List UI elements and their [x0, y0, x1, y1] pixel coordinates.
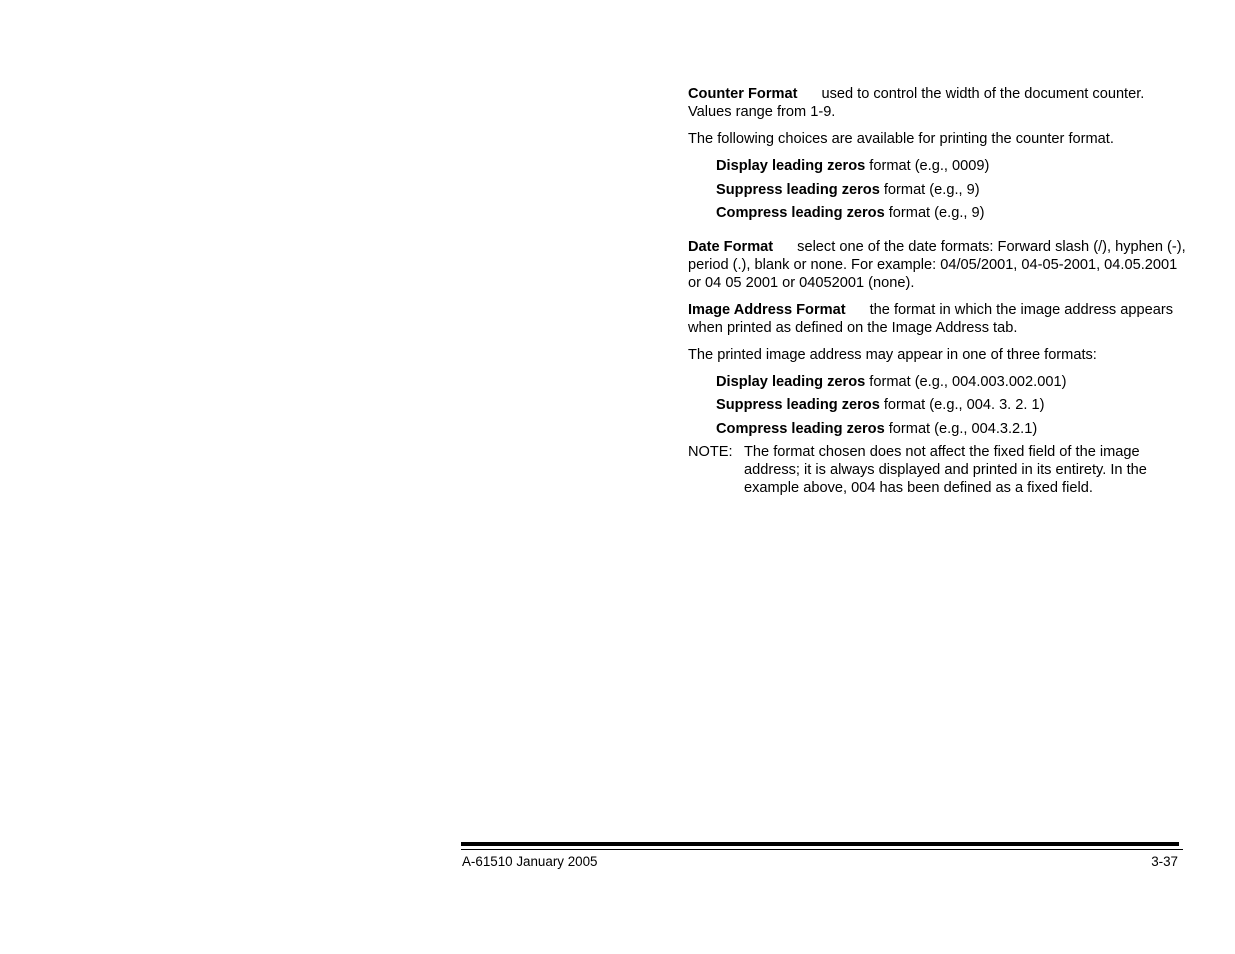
footer-rule-thick — [461, 842, 1179, 846]
note-text: The format chosen does not affect the fixed field of the image address; it is always displayed and printed in its entirety. In the example above, 004 has been defined as a fixed field. — [744, 444, 1147, 496]
image-address-intro: The printed image address may appear in one of three formats: — [688, 346, 1097, 363]
footer-document-id: A-61510 January 2005 — [462, 854, 598, 869]
counter-format-paragraph — [688, 85, 1188, 121]
footer-rule-thin — [461, 849, 1183, 850]
counter-format-term: Counter Format — [688, 86, 798, 102]
address-option-suppress: Suppress leading zeros format (e.g., 004. 3. 2. 1) — [716, 397, 1045, 413]
image-address-options — [716, 373, 1188, 444]
image-address-format-term: Image Address Format — [688, 301, 846, 318]
counter-option-display: Display leading zeros format (e.g., 0009) — [716, 158, 990, 174]
counter-format-intro: The following choices are available for printing the counter format. — [688, 131, 1114, 147]
counter-option-compress: Compress leading zeros format (e.g., 9) — [716, 205, 985, 221]
address-option-display: Display leading zeros format (e.g., 004.003.002.001) — [716, 373, 1067, 390]
image-address-format-paragraph — [688, 301, 1188, 337]
date-format-term: Date Format — [688, 238, 774, 255]
note-block — [688, 443, 1188, 497]
document-body — [688, 85, 1188, 497]
address-option-compress: Compress leading zeros format (e.g., 004.3.2.1) — [716, 420, 1038, 437]
counter-format-description: used to control the width of the document counter. Values range from 1-9. — [688, 86, 1145, 120]
date-format-paragraph — [688, 238, 1188, 292]
counter-format-options — [716, 157, 1188, 228]
image-address-format-description: the format in which the image address appears when printed as defined on the Image Address tab. — [688, 301, 1173, 336]
counter-option-suppress: Suppress leading zeros format (e.g., 9) — [716, 181, 980, 198]
date-format-description: select one of the date formats: Forward slash (/), hyphen (-), period (.), blank or none. For example: 04/05/2001, 04-05-2001, 04.05.2001 or 04 05 2001 or 04052001 (none). — [688, 238, 1186, 291]
footer-page-number: 3-37 — [1151, 854, 1178, 869]
note-label: NOTE: — [688, 444, 733, 460]
